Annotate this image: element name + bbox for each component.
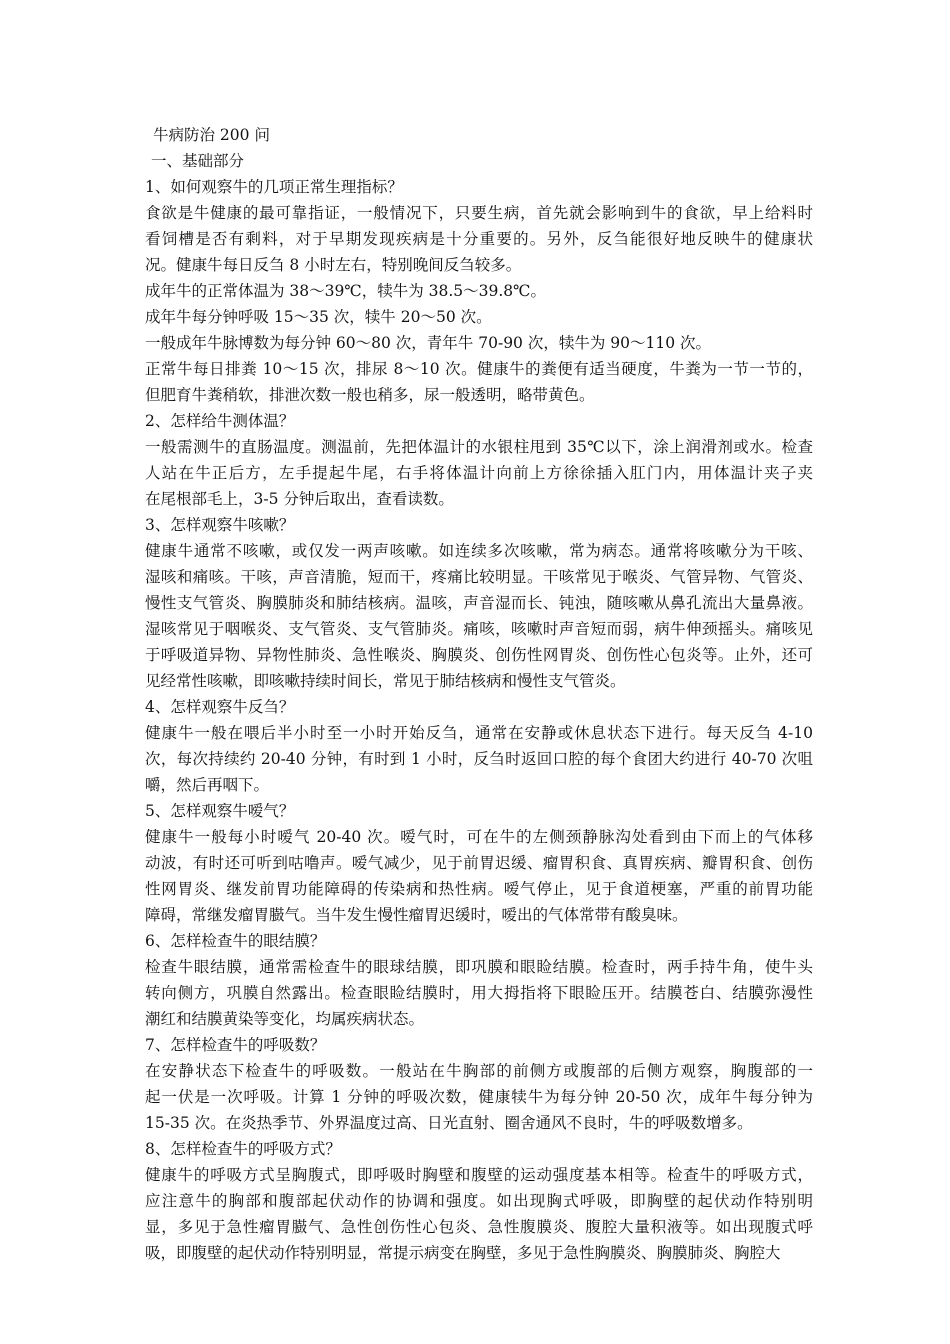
paragraph	[145, 720, 813, 798]
document-page	[145, 122, 813, 1266]
paragraph-line: 潮红和结膜黄染等变化，均属疾病状态。	[145, 1010, 425, 1028]
paragraph-line: 但肥育牛粪稍软，排泄次数一般也稍多，尿一般透明，略带黄色。	[145, 386, 595, 404]
paragraph	[145, 538, 813, 694]
question-heading: 8、怎样检查牛的呼吸方式？	[145, 1140, 341, 1158]
paragraph-line: 15-35 次。在炎热季节、外界温度过高、日光直射、圈舍通风不良时，牛的呼吸数增多。	[145, 1114, 753, 1132]
paragraph-line: 检查牛眼结膜，通常需检查牛的眼球结膜，即巩膜和眼睑结膜。检查时，两手持牛角，使牛头	[145, 958, 813, 976]
question-heading: 1、如何观察牛的几项正常生理指标？	[145, 178, 403, 196]
paragraph	[145, 356, 813, 408]
paragraph-line: 健康牛的呼吸方式呈胸腹式，即呼吸时胸壁和腹壁的运动强度基本相等。检查牛的呼吸方式，	[145, 1166, 813, 1184]
paragraph-line: 动波，有时还可听到咕噜声。嗳气减少，见于前胃迟缓、瘤胃积食、真胃疾病、瓣胃积食、创伤	[145, 854, 813, 872]
question-heading: 5、怎样观察牛嗳气？	[145, 802, 295, 820]
paragraph-line: 在尾根部毛上，3-5 分钟后取出，查看读数。	[145, 490, 454, 508]
paragraph-line: 健康牛通常不咳嗽，或仅发一两声咳嗽。如连续多次咳嗽，常为病态。通常将咳嗽分为干咳、	[145, 542, 813, 560]
paragraph-line: 显，多见于急性瘤胃臌气、急性创伤性心包炎、急性腹膜炎、腹腔大量积液等。如出现腹式呼	[145, 1218, 813, 1236]
paragraph-line: 况。健康牛每日反刍 8 小时左右，特别晚间反刍较多。	[145, 256, 522, 274]
paragraph	[145, 278, 813, 304]
paragraph-line: 健康牛一般在喂后半小时至一小时开始反刍，通常在安静或休息状态下进行。每天反刍 4-10	[145, 724, 813, 742]
paragraph-line: 起一伏是一次呼吸。计算 1 分钟的呼吸次数，健康犊牛为每分钟 20-50 次，成年牛每分钟为	[145, 1088, 813, 1106]
paragraph-line: 次，每次持续约 20-40 分钟，有时到 1 小时，反刍时返回口腔的每个食团大约进行 40-70 次咀	[145, 750, 813, 768]
question-heading: 3、怎样观察牛咳嗽？	[145, 516, 295, 534]
paragraph-line: 慢性支气管炎、胸膜肺炎和肺结核病。温咳，声音湿而长、钝浊，随咳嗽从鼻孔流出大量鼻液。	[145, 594, 813, 612]
paragraph-line: 人站在牛正后方，左手提起牛尾，右手将体温计向前上方徐徐插入肛门内，用体温计夹子夹	[145, 464, 813, 482]
paragraph-line: 健康牛一般每小时嗳气 20-40 次。嗳气时，可在牛的左侧颈静脉沟处看到由下而上的气体移	[145, 828, 813, 846]
paragraph	[145, 304, 813, 330]
paragraph	[145, 200, 813, 278]
question-heading: 7、怎样检查牛的呼吸数？	[145, 1036, 326, 1054]
paragraph	[145, 954, 813, 1032]
paragraph	[145, 330, 813, 356]
section-heading: 一、基础部分	[151, 152, 245, 170]
paragraph-line: 成年牛每分钟呼吸 15～35 次，犊牛 20～50 次。	[145, 308, 492, 326]
paragraph	[145, 824, 813, 928]
paragraph-line: 应注意牛的胸部和腹部起伏动作的协调和强度。如出现胸式呼吸，即胸壁的起伏动作特别明	[145, 1192, 813, 1210]
paragraph	[145, 1058, 813, 1136]
paragraph-line: 障碍，常继发瘤胃臌气。当牛发生慢性瘤胃迟缓时，嗳出的气体常带有酸臭味。	[145, 906, 688, 924]
paragraph-line: 一般需测牛的直肠温度。测温前，先把体温计的水银柱甩到 35℃以下，涂上润滑剂或水。检查	[145, 438, 813, 456]
paragraph-line: 于呼吸道异物、异物性肺炎、急性喉炎、胸膜炎、创伤性网胃炎、创伤性心包炎等。止外，还可	[145, 646, 813, 664]
document-body	[145, 174, 813, 1266]
question-heading: 6、怎样检查牛的眼结膜？	[145, 932, 326, 950]
document-title: 牛病防治 200 问	[153, 126, 270, 144]
paragraph-line: 湿咳和痛咳。干咳，声音清脆，短而干，疼痛比较明显。干咳常见于喉炎、气管异物、气管炎、	[145, 568, 813, 586]
question-heading: 4、怎样观察牛反刍？	[145, 698, 295, 716]
paragraph	[145, 1162, 813, 1266]
paragraph-line: 见经常性咳嗽，即咳嗽持续时间长，常见于肺结核病和慢性支气管炎。	[145, 672, 626, 690]
question-heading: 2、怎样给牛测体温？	[145, 412, 295, 430]
paragraph-line: 一般成年牛脉博数为每分钟 60～80 次，青年牛 70-90 次，犊牛为 90～110 次。	[145, 334, 712, 352]
paragraph-line: 成年牛的正常体温为 38～39℃，犊牛为 38.5～39.8℃。	[145, 282, 547, 300]
paragraph-line: 看饲槽是否有剩料，对于早期发现疾病是十分重要的。另外，反刍能很好地反映牛的健康状	[145, 230, 813, 248]
paragraph-line: 正常牛每日排粪 10～15 次，排尿 8～10 次。健康牛的粪便有适当硬度，牛粪为一节一节的，	[145, 360, 813, 378]
paragraph-line: 湿咳常见于咽喉炎、支气管炎、支气管肺炎。痛咳，咳嗽时声音短而弱，病牛伸颈摇头。痛咳见	[145, 620, 813, 638]
paragraph-line: 在安静状态下检查牛的呼吸数。一般站在牛胸部的前侧方或腹部的后侧方观察，胸腹部的一	[145, 1062, 813, 1080]
paragraph	[145, 434, 813, 512]
paragraph-line: 嚼，然后再咽下。	[145, 776, 270, 794]
paragraph-line: 食欲是牛健康的最可靠指证，一般情况下，只要生病，首先就会影响到牛的食欲，早上给料时	[145, 204, 813, 222]
paragraph-line: 吸，即腹壁的起伏动作特别明显，常提示病变在胸壁，多见于急性胸膜炎、胸膜肺炎、胸腔大	[145, 1244, 781, 1262]
paragraph-line: 转向侧方，巩膜自然露出。检查眼睑结膜时，用大拇指将下眼睑压开。结膜苍白、结膜弥漫性	[145, 984, 813, 1002]
paragraph-line: 性网胃炎、继发前胃功能障碍的传染病和热性病。嗳气停止，见于食道梗塞，严重的前胃功能	[145, 880, 813, 898]
